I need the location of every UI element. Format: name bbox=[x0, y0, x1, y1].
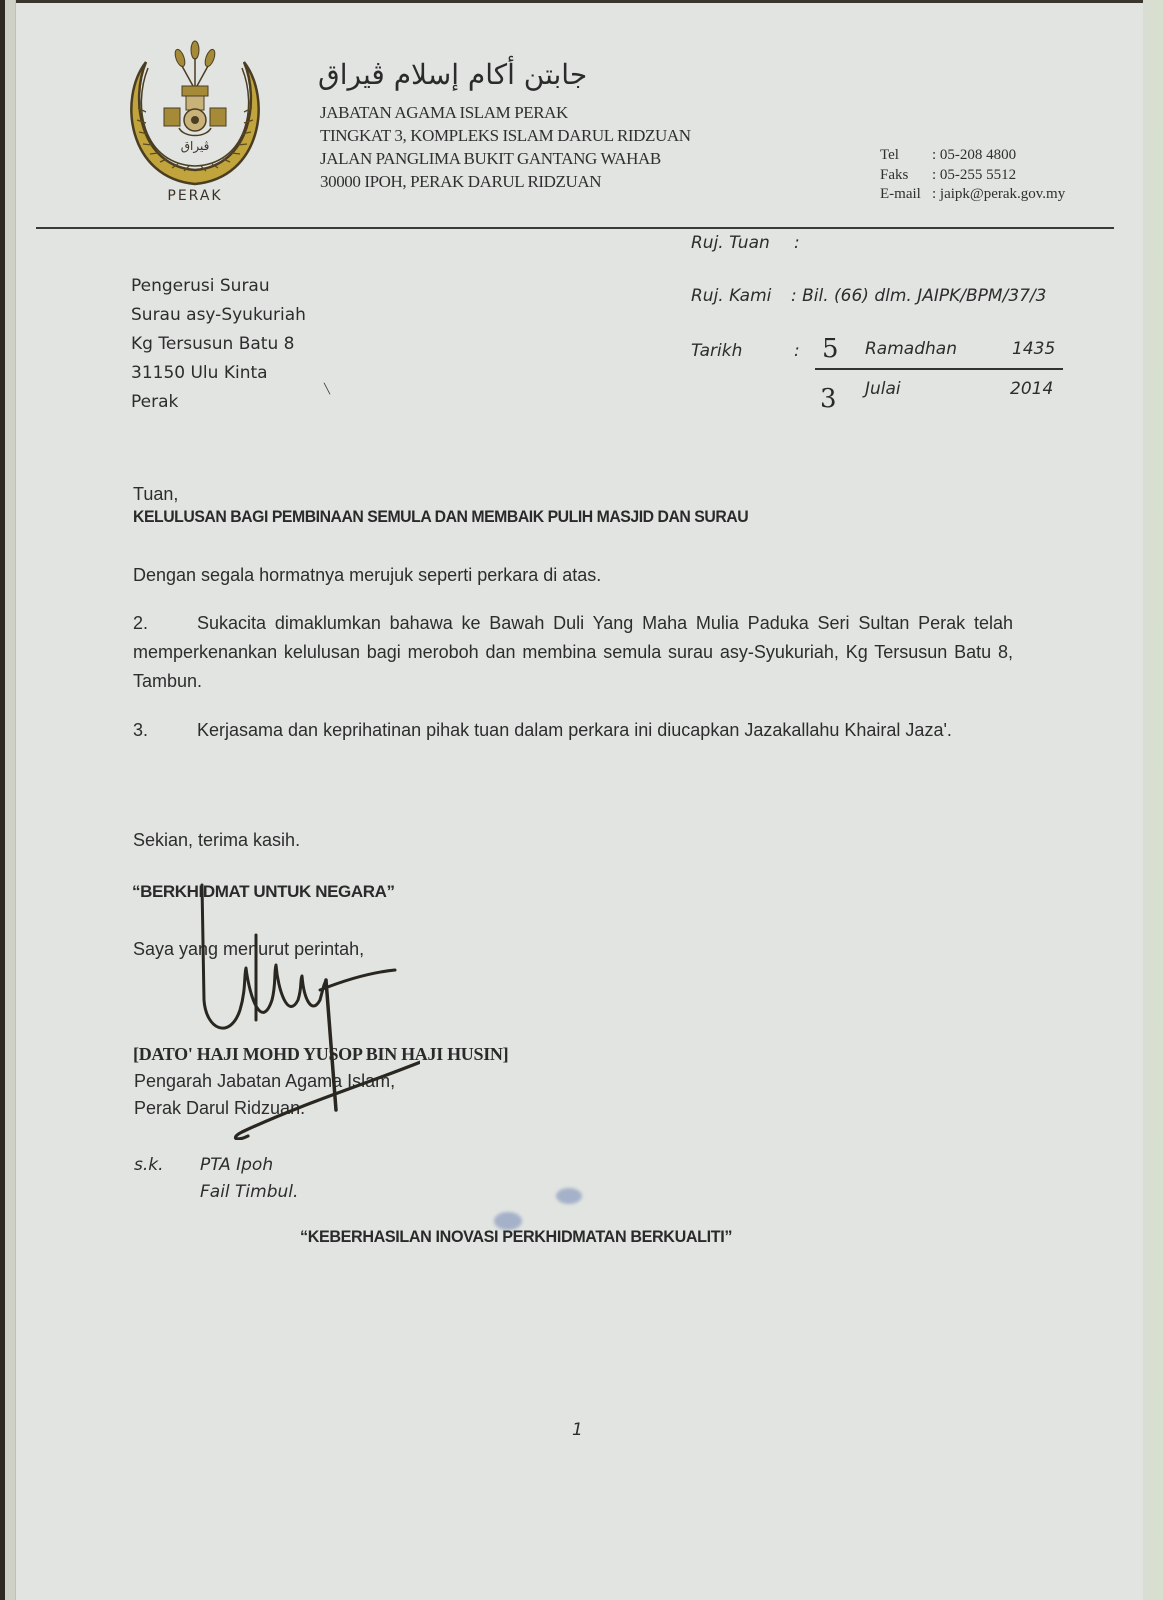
paragraph-3 bbox=[133, 716, 1013, 745]
paragraph-number: 3. bbox=[133, 720, 149, 740]
perak-state-crest-icon bbox=[124, 38, 266, 203]
copy-row bbox=[134, 1152, 298, 1179]
copy-row bbox=[134, 1179, 298, 1206]
recipient-line: Pengerusi Surau bbox=[131, 276, 270, 296]
stray-pen-mark: ╲ bbox=[324, 384, 331, 395]
greg-day-handwritten: 3 bbox=[820, 384, 837, 414]
jawi-org-title: جابتن أكام إسلام ڤيراق bbox=[318, 58, 588, 91]
page-number: 1 bbox=[572, 1420, 583, 1440]
contact-block bbox=[880, 146, 1065, 205]
hijri-day-handwritten: 5 bbox=[822, 334, 839, 364]
paragraph-1: Dengan segala hormatnya merujuk seperti perkara di atas. bbox=[133, 565, 602, 585]
paragraph-2 bbox=[133, 609, 1013, 696]
hijri-year: 1435 bbox=[1012, 339, 1056, 359]
ruj-kami-label: Ruj. Kami bbox=[691, 286, 772, 306]
svg-text:PERAK: PERAK bbox=[167, 188, 223, 203]
tarikh-colon: : bbox=[794, 341, 800, 361]
closing-line: Sekian, terima kasih. bbox=[133, 830, 301, 850]
recipient-line: 31150 Ulu Kinta bbox=[131, 363, 268, 383]
ruj-tuan-label: Ruj. Tuan bbox=[691, 233, 770, 253]
org-address-line: 30000 IPOH, PERAK DARUL RIDZUAN bbox=[320, 172, 602, 191]
sk-label: s.k. bbox=[134, 1155, 164, 1175]
tarikh-label: Tarikh bbox=[691, 341, 743, 361]
footer-motto: “KEBERHASILAN INOVASI PERKHIDMATAN BERKUALITI” bbox=[300, 1227, 733, 1246]
paragraph-number: 2. bbox=[133, 613, 149, 633]
handwritten-signature-icon bbox=[200, 880, 420, 1140]
saya-menurut-perintah: Saya yang menurut perintah, bbox=[133, 939, 365, 959]
date-divider bbox=[815, 368, 1063, 370]
greg-year: 2014 bbox=[1010, 379, 1054, 399]
copies-block bbox=[134, 1152, 298, 1206]
org-name: JABATAN AGAMA ISLAM PERAK bbox=[320, 103, 568, 122]
scan-right-strip bbox=[1143, 0, 1163, 1600]
recipient-line: Surau asy-Syukuriah bbox=[131, 305, 306, 325]
ink-smudge bbox=[556, 1188, 582, 1204]
paragraph-text: Kerjasama dan keprihatinan pihak tuan dalam perkara ini diucapkan Jazakallahu Khairal Jaza'. bbox=[197, 720, 952, 740]
hijri-month: Ramadhan bbox=[865, 339, 957, 359]
motto-berkhidmat: “BERKHIDMAT UNTUK NEGARA” bbox=[132, 882, 395, 901]
scan-left-strip bbox=[5, 0, 16, 1600]
svg-text:ڤيراق: ڤيراق bbox=[180, 139, 210, 153]
signer-title-line: Perak Darul Ridzuan. bbox=[134, 1098, 306, 1118]
org-address-block bbox=[320, 101, 691, 193]
letterhead-divider bbox=[36, 227, 1114, 229]
letter-page bbox=[16, 3, 1143, 1600]
signer-name: [DATO' HAJI MOHD YUSOP BIN HAJI HUSIN] bbox=[133, 1044, 509, 1064]
ruj-tuan-colon: : bbox=[794, 233, 800, 253]
recipient-address bbox=[131, 272, 306, 417]
contact-email: E-mail : jaipk@perak.gov.my bbox=[880, 186, 1066, 202]
paragraph-text: Sukacita dimaklumkan bahawa ke Bawah Duli Yang Maha Mulia Paduka Seri Sultan Perak telah memperkenankan kelulusan bagi meroboh dan membina semula surau asy-Syukuriah, Kg Tersusun Batu 8, Tambun. bbox=[133, 613, 1013, 691]
recipient-line: Kg Tersusun Batu 8 bbox=[131, 334, 295, 354]
copy-recipient: PTA Ipoh bbox=[200, 1155, 274, 1175]
org-address-line: TINGKAT 3, KOMPLEKS ISLAM DARUL RIDZUAN bbox=[320, 126, 691, 145]
contact-fax: Faks : 05-255 5512 bbox=[880, 166, 1017, 183]
salutation: Tuan, bbox=[133, 484, 179, 504]
contact-tel: Tel : 05-208 4800 bbox=[880, 147, 1017, 163]
signer-title-line: Pengarah Jabatan Agama Islam, bbox=[134, 1071, 396, 1091]
org-address-line: JALAN PANGLIMA BUKIT GANTANG WAHAB bbox=[320, 149, 661, 168]
subject-heading: KELULUSAN BAGI PEMBINAAN SEMULA DAN MEMBAIK PULIH MASJID DAN SURAU bbox=[133, 507, 749, 526]
recipient-line: Perak bbox=[131, 392, 179, 412]
copy-recipient: Fail Timbul. bbox=[200, 1182, 299, 1202]
greg-month: Julai bbox=[865, 379, 901, 399]
ruj-kami-value: : Bil. (66) dlm. JAIPK/BPM/37/3 bbox=[791, 286, 1047, 306]
